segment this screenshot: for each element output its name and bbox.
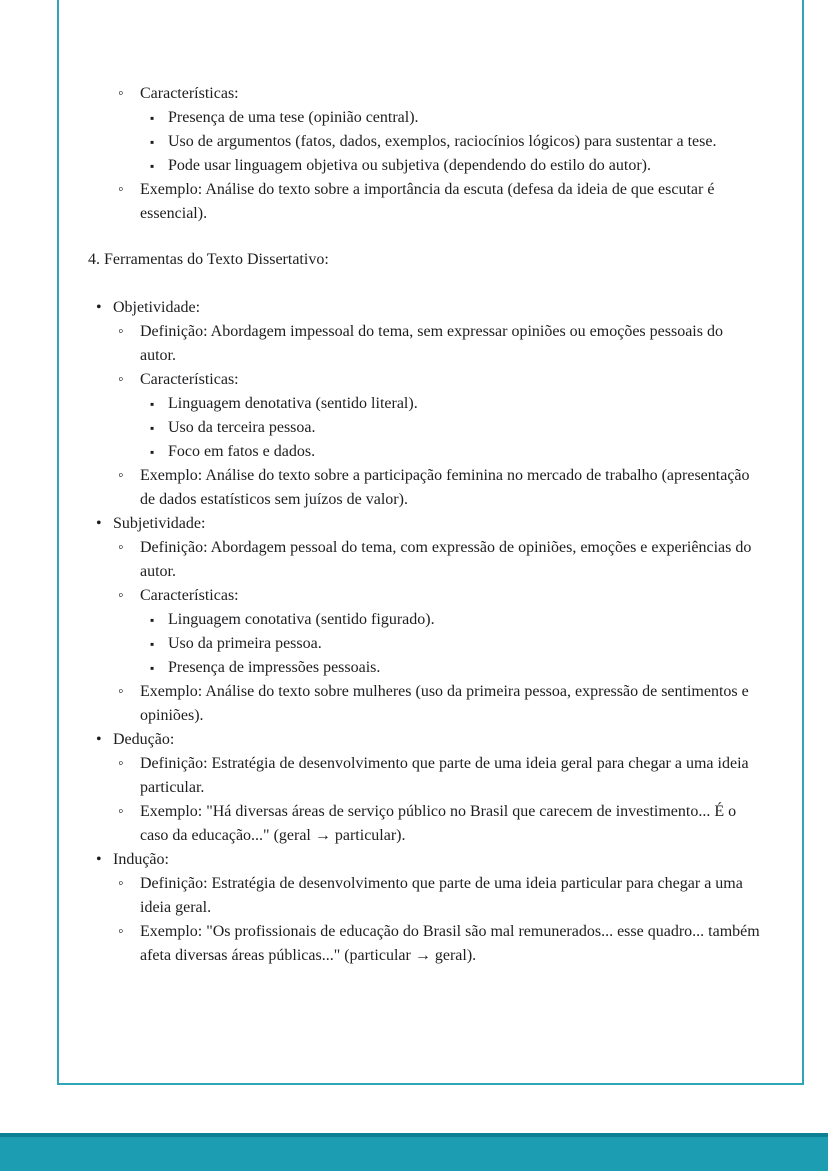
list-item-text: Uso da primeira pessoa. [168, 635, 322, 652]
list-item [88, 728, 762, 752]
list-item-text: Presença de impressões pessoais. [168, 659, 381, 676]
footer-bar [0, 1133, 828, 1171]
list-item-text: Exemplo: Análise do texto sobre a participação feminina no mercado de trabalho (apresentação de dados estatísticos sem juízos de valor). [140, 467, 750, 508]
list-item [88, 82, 762, 106]
list-item-text: Foco em fatos e dados. [168, 443, 316, 460]
list-item-text: Subjetividade: [113, 515, 206, 532]
list-item [88, 320, 762, 368]
list-item-text: Características: [140, 85, 239, 102]
list-item [88, 512, 762, 536]
list-item-text: Definição: Abordagem impessoal do tema, sem expressar opiniões ou emoções pessoais do autor. [140, 323, 723, 364]
square-bullet-icon: ▪ [150, 111, 155, 125]
list-item [88, 608, 762, 632]
list-item [88, 416, 762, 440]
list-item [88, 656, 762, 680]
list-item-text: Características: [140, 371, 239, 388]
square-bullet-icon: ▪ [150, 661, 155, 675]
section-heading: 4. Ferramentas do Texto Dissertativo: [88, 251, 329, 268]
characteristics-list [88, 82, 762, 226]
list-item [88, 368, 762, 392]
list-item-text: Definição: Estratégia de desenvolvimento que parte de uma ideia particular para chegar a uma ideia geral. [140, 875, 743, 916]
square-bullet-icon: ▪ [150, 135, 155, 149]
list-item [88, 536, 762, 584]
square-bullet-icon: ▪ [150, 613, 155, 627]
square-bullet-icon: ▪ [150, 397, 155, 411]
list-item-text: Exemplo: Análise do texto sobre a importância da escuta (defesa da ideia de que escutar é essencial). [140, 181, 715, 222]
list-item [88, 680, 762, 728]
list-item [88, 800, 762, 848]
list-item-text: Características: [140, 587, 239, 604]
disc-bullet-icon: • [96, 731, 102, 748]
list-item [88, 752, 762, 800]
list-item-text: Uso da terceira pessoa. [168, 419, 316, 436]
list-item-text: Pode usar linguagem objetiva ou subjetiva (dependendo do estilo do autor). [168, 157, 651, 174]
list-item-text: Indução: [113, 851, 169, 868]
circle-bullet-icon: ◦ [118, 923, 124, 940]
list-item-text: Uso de argumentos (fatos, dados, exemplos, raciocínios lógicos) para sustentar a tese. [168, 133, 717, 150]
circle-bullet-icon: ◦ [118, 803, 124, 820]
circle-bullet-icon: ◦ [118, 467, 124, 484]
document-page [57, 0, 804, 1085]
disc-bullet-icon: • [96, 515, 102, 532]
square-bullet-icon: ▪ [150, 421, 155, 435]
square-bullet-icon: ▪ [150, 445, 155, 459]
list-item-text: Presença de uma tese (opinião central). [168, 109, 419, 126]
list-item [88, 440, 762, 464]
list-item [88, 872, 762, 920]
list-item-text: Exemplo: Análise do texto sobre mulheres (uso da primeira pessoa, expressão de sentimentos e opiniões). [140, 683, 749, 724]
list-item [88, 296, 762, 320]
list-item-text: Definição: Abordagem pessoal do tema, com expressão de opiniões, emoções e experiências do autor. [140, 539, 752, 580]
list-item-text: Dedução: [113, 731, 175, 748]
list-item-text: Linguagem denotativa (sentido literal). [168, 395, 418, 412]
circle-bullet-icon: ◦ [118, 875, 124, 892]
square-bullet-icon: ▪ [150, 637, 155, 651]
list-item [88, 178, 762, 226]
list-item-text: Linguagem conotativa (sentido figurado). [168, 611, 435, 628]
list-item [88, 848, 762, 872]
circle-bullet-icon: ◦ [118, 323, 124, 340]
circle-bullet-icon: ◦ [118, 371, 124, 388]
disc-bullet-icon: • [96, 299, 102, 316]
square-bullet-icon: ▪ [150, 159, 155, 173]
circle-bullet-icon: ◦ [118, 181, 124, 198]
circle-bullet-icon: ◦ [118, 755, 124, 772]
page-content [59, 0, 802, 968]
tools-list [88, 296, 762, 968]
list-item [88, 130, 762, 154]
list-item [88, 106, 762, 130]
list-item [88, 392, 762, 416]
list-item [88, 584, 762, 608]
list-item [88, 154, 762, 178]
list-item [88, 920, 762, 968]
list-item-text: Exemplo: "Os profissionais de educação do Brasil são mal remunerados... esse quadro... também afeta diversas áreas públicas..." (particular → geral). [140, 923, 760, 964]
circle-bullet-icon: ◦ [118, 587, 124, 604]
disc-bullet-icon: • [96, 851, 102, 868]
circle-bullet-icon: ◦ [118, 539, 124, 556]
list-item-text: Definição: Estratégia de desenvolvimento que parte de uma ideia geral para chegar a uma ideia particular. [140, 755, 749, 796]
list-item [88, 464, 762, 512]
list-item [88, 632, 762, 656]
list-item-text: Exemplo: "Há diversas áreas de serviço público no Brasil que carecem de investimento... É o caso da educação..." (geral → particular). [140, 803, 737, 844]
list-item-text: Objetividade: [113, 299, 201, 316]
circle-bullet-icon: ◦ [118, 683, 124, 700]
circle-bullet-icon: ◦ [118, 85, 124, 102]
